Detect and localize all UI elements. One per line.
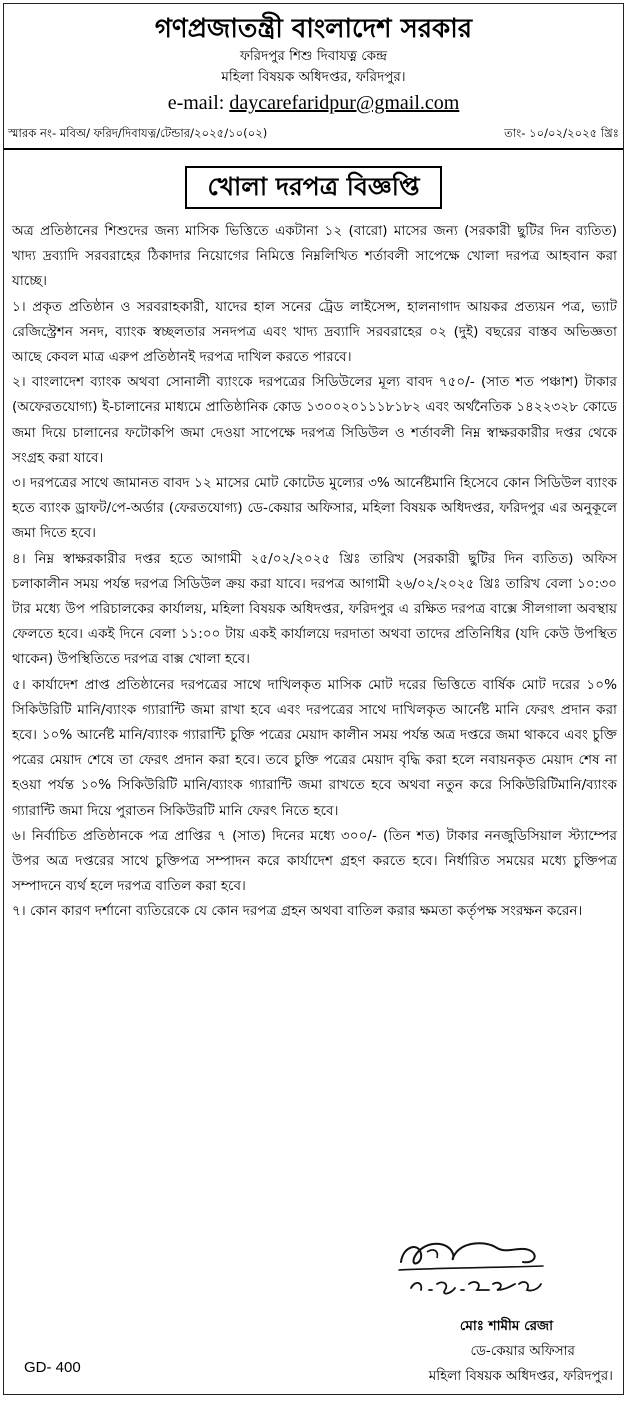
condition-item: ৭। কোন কারণ দর্শানো ব্যতিরেকে যে কোন দরপত্র গ্রহন অথবা বাতিল করার ক্ষমতা কর্তৃপক্ষ সংরক্ষন করেন। xyxy=(12,903,583,920)
government-title: গণপ্রজাতন্ত্রী বাংলাদেশ সরকার xyxy=(154,14,473,44)
reference-row xyxy=(4,122,623,144)
email-link[interactable]: daycarefaridpur@gmail.com xyxy=(229,92,460,114)
department-name: মহিলা বিষয়ক অধিদপ্তর, ফরিদপুর। xyxy=(221,69,406,85)
gd-number: GD- 400 xyxy=(24,1359,81,1376)
letterhead xyxy=(4,4,623,116)
signatory-office: মহিলা বিষয়ক অধিদপ্তর, ফরিদপুর। xyxy=(428,1368,613,1384)
email-line xyxy=(4,90,623,116)
intro-paragraph: অত্র প্রতিষ্ঠানের শিশুদের জন্য মাসিক ভিত্তিতে একটানা ১২ (বারো) মাসের জন্য (সরকারী ছুটির দিন ব্যতিত) খাদ্য দ্রব্যাদি সরবরাহের ঠিকাদার নিয়োগের নিমিত্তে নিম্নলিখিত শর্তাবলী সাপেক্ষে খোলা দরপত্র আহবান করা যাচ্ছে। xyxy=(12,223,617,290)
center-name: ফরিদপুর শিশু দিবাযত্ন কেন্দ্র xyxy=(239,48,388,64)
memo-number: স্মারক নং- মবিঅ/ ফরিদ/দিবাযত্ন/টেন্ডার/২০২৫/১০(০২) xyxy=(8,126,268,140)
condition-item: ৩। দরপত্রের সাথে জামানত বাবদ ১২ মাসের মোট কোটেড মুল্যের ৩% আর্নেষ্টমানি হিসেবে কোন সিডিউল ব্যাংক হতে ব্যাংক ড্রাফট/পে-অর্ডার (ফেরতযোগ্য) ডে-কেয়ার অফিসার, মহিলা বিষয়ক অধিদপ্তর, ফরিদপুর এর অনুকূলে জমা দিতে হবে। xyxy=(12,475,617,542)
condition-item: ৬। নির্বাচিত প্রতিষ্ঠানকে পত্র প্রাপ্তির ৭ (সাত) দিনের মধ্যে ৩০০/- (তিন শত) টাকার ননজুডিসিয়াল স্ট্যাম্পের উপর অত্র দপ্তরের সাথে চুক্তিপত্র সম্পাদন করে কার্যাদেশ গ্রহণ করতে হবে। নির্ধারিত সময়ের মধ্যে চুক্তিপত্র সম্পাদনে ব্যর্থ হলে দরপত্র বাতিল করা হবে। xyxy=(12,827,617,895)
condition-item: ২। বাংলাদেশ ব্যাংক অথবা সোনালী ব্যাংকে দরপত্রের সিডিউলের মূল্য বাবদ ৭৫০/- (সাত শত পঞ্চাশ) টাকার (অফেরতযোগ্য) ই-চালানের মাধ্যমে প্রাতিষ্ঠানিক কোড ১৩০০২০১১১৮১৮২ এবং অর্থনৈতিক ১৪২২৩২৮ কোডে জমা দিয়ে চালানের ফটোকপি জমা দেওয়া সাপেক্ষে দরপত্র সিডিউল ও শর্তাবলী নিম্ন স্বাক্ষরকারীর দপ্তর থেকে সংগ্রহ করা যাবে। xyxy=(12,374,617,466)
notice-title: খোলা দরপত্র বিজ্ঞপ্তি xyxy=(185,166,441,209)
notice-body xyxy=(4,219,623,925)
signatory-name: মোঃ শামীম রেজা xyxy=(459,1318,553,1334)
handwritten-signature xyxy=(393,1228,553,1310)
condition-item: ১। প্রকৃত প্রতিষ্ঠান ও সরবরাহকারী, যাদের হাল সনের ট্রেড লাইসেন্স, হালনাগাদ আয়কর প্রত্যয়ন পত্র, ভ্যাট রেজিস্ট্রেশন সনদ, ব্যাংক স্বচ্ছলতার সনদপত্র এবং খাদ্য দ্রব্যাদি সরবরাহের ০২ (দুই) বছরের বাস্তব অভিজ্ঞতা আছে কেবল মাত্র এরুপ প্রতিষ্ঠানই দরপত্র দাখিল করতে পারবে। xyxy=(12,298,617,366)
email-label: e-mail: xyxy=(167,92,225,114)
condition-item: ৪। নিম্ন স্বাক্ষরকারীর দপ্তর হতে আগামী ২৫/০২/২০২৫ খ্রিঃ তারিখ (সরকারী ছুটির দিন ব্যতিত) অফিস চলাকালীন সময় পর্যন্ত দরপত্র সিডিউল ক্রয় করা যাবে। দরপত্র আগামী ২৬/০২/২০২৫ খ্রিঃ তারিখ বেলা ১০:৩০ টার মধ্যে উপ পরিচালকের কার্যালয়, মহিলা বিষয়ক অধিদপ্তর, ফরিদপুর এ রক্ষিত দরপত্র বাক্সে সীলগালা অবস্থায় ফেলতে হবে। একই দিনে বেলা ১১:০০ টায় একই কার্যালয়ে দরদাতা অথবা তাদের প্রতিনিধির (যদি কেউ উপস্থিত থাকেন) উপস্থিতিতে দরপত্র বাক্স খোলা হবে। xyxy=(12,550,617,668)
header-divider xyxy=(4,148,623,150)
condition-item: ৫। কার্যাদেশ প্রাপ্ত প্রতিষ্ঠানের দরপত্রের সাথে দাখিলকৃত মাসিক মোট দরের ভিত্তিতে বার্ষিক মোট দরের ১০% সিকিউরিটি মানি/ব্যাংক গ্যারান্টি জমা রাখা হবে এবং দরপত্রের সাথে দাখিলকৃত আর্নেষ্ট মানি ফেরৎ প্রদান করা হবে। ১০% আর্নেষ্ট মানি/ব্যাংক গ্যারান্টি চুক্তি পত্রের মেয়াদ কালীন সময় পর্যন্ত অত্র দপ্তরে জমা থাকবে এবং চুক্তি পত্রের মেয়াদ শেষে তা ফেরৎ প্রদান করা হবে। তবে চুক্তি পত্রের মেয়াদ বৃদ্ধি করা হলে নবায়নকৃত মেয়াদ শেষ না হওয়া পর্যন্ত ১০% সিকিউরিটি মানি/ব্যাংক গ্যারান্টি জমা রাখতে হবে অথবা নতুন করে সিকিউরিটিমানি/ব্যাংক গ্যারান্টি জমা দিয়ে পুরাতন সিকিউরটি মানি ফেরৎ নিতে হবে। xyxy=(12,676,617,819)
memo-date: তাং- ১০/০২/২০২৫ খ্রিঃ xyxy=(504,126,619,140)
signatory-designation: ডে-কেয়ার অফিসার xyxy=(470,1343,575,1359)
notice-page xyxy=(3,3,624,1395)
